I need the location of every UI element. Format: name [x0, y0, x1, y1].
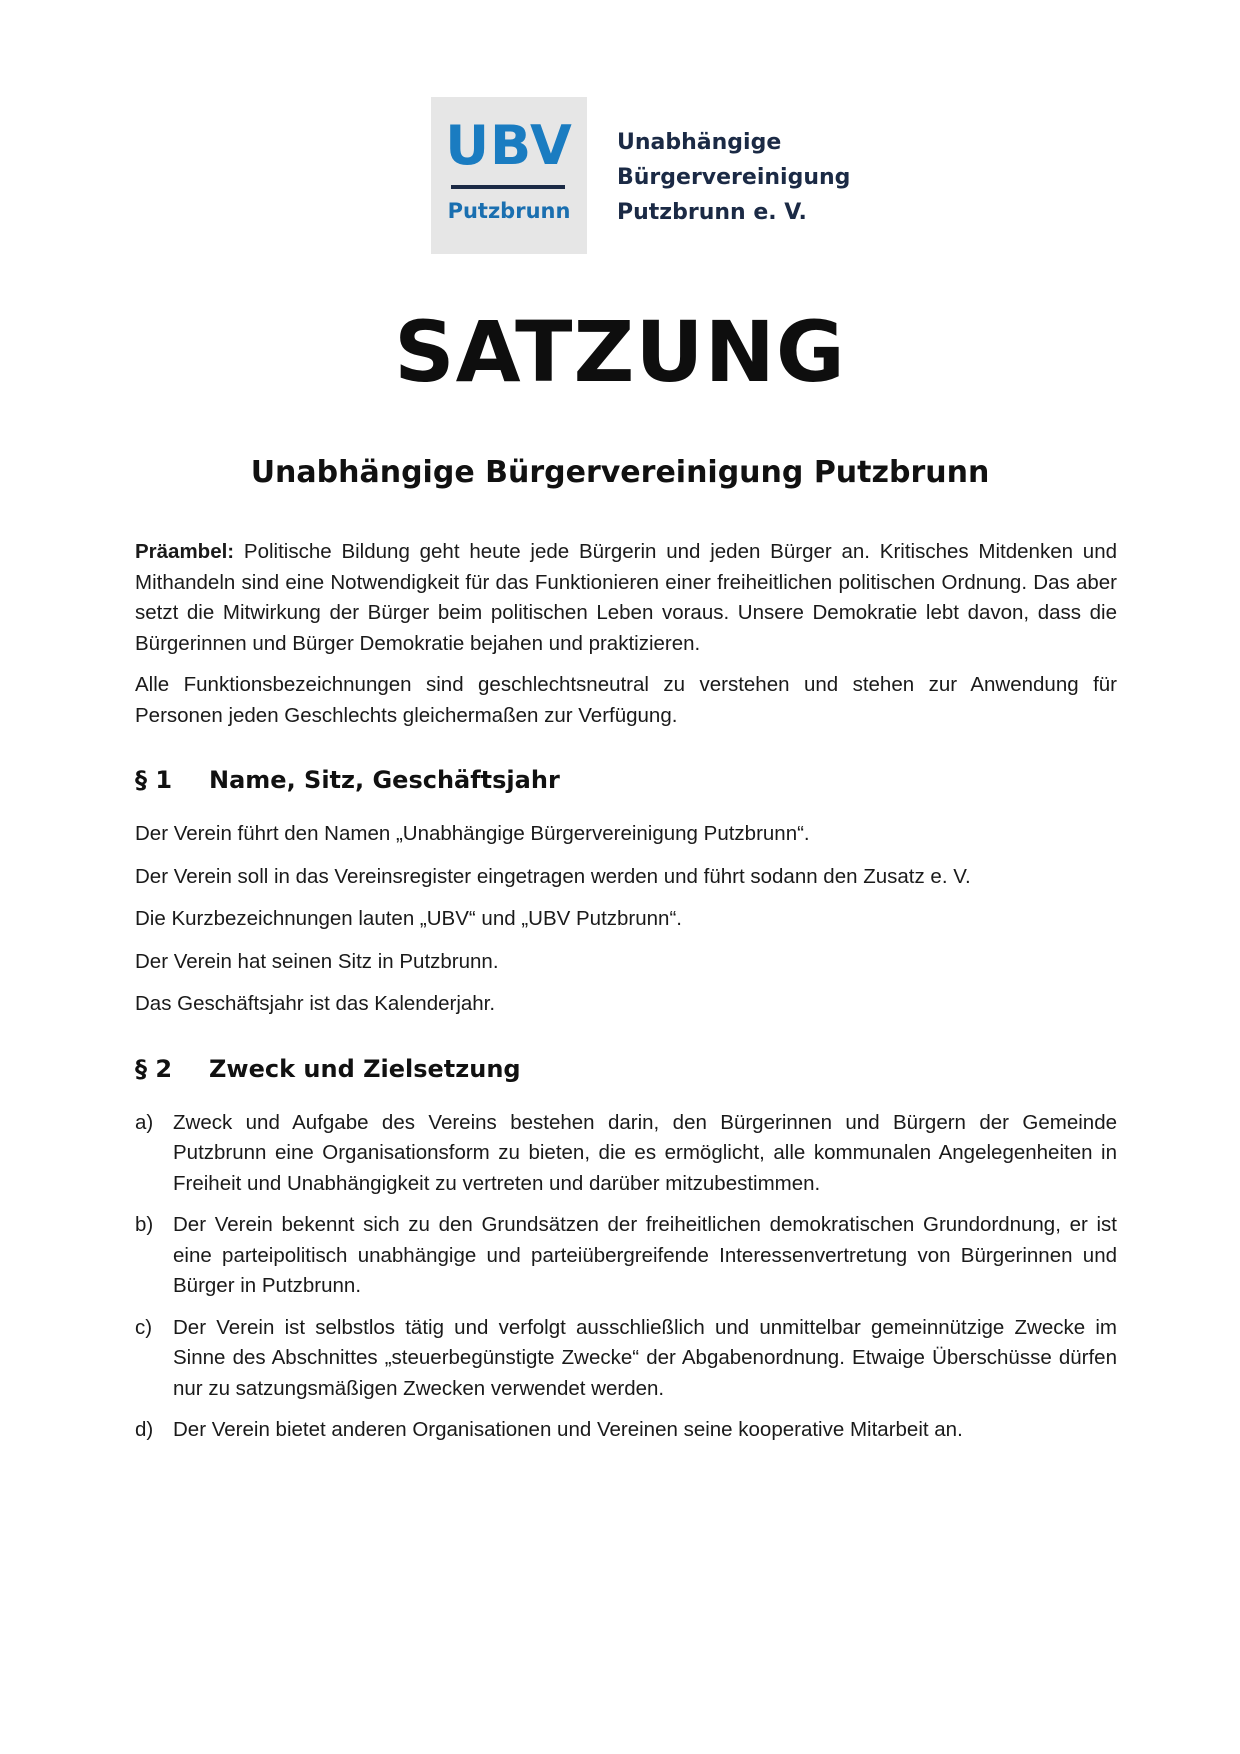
- logo-abbreviation: UBV: [445, 114, 573, 177]
- section-number: § 1: [135, 766, 173, 794]
- section-title: Zweck und Zielsetzung: [209, 1054, 521, 1083]
- list-item: [135, 1415, 1117, 1446]
- section-line: Der Verein führt den Namen „Unabhängige Bürgervereinigung Putzbrunn“.: [135, 822, 810, 845]
- document-body: [135, 537, 1117, 1457]
- list-marker: b): [135, 1213, 154, 1236]
- list-item-text: Der Verein bekennt sich zu den Grundsätzen der freiheitlichen demokratischen Grundordnung, er ist eine parteipolitisch unabhängige und parteiübergreifende Interessenvertretung von Bürgerinnen und Bürger in Putzbrunn.: [173, 1213, 1117, 1297]
- section-line: Der Verein soll in das Vereinsregister eingetragen werden und führt sodann den Zusatz e. V.: [135, 864, 971, 888]
- preamble-paragraph: [135, 537, 1117, 659]
- logo-place-name: Putzbrunn: [447, 199, 571, 223]
- list-item: [135, 1313, 1117, 1405]
- gender-neutral-note: Alle Funktionsbezeichnungen sind geschlechtsneutral zu verstehen und stehen zur Anwendung für Personen jeden Geschlechts gleichermaßen zur Verfügung.: [135, 673, 1117, 727]
- section-title: Name, Sitz, Geschäftsjahr: [209, 766, 560, 794]
- logo-divider: [451, 185, 565, 189]
- list-item: [135, 1210, 1117, 1302]
- preamble-text: Politische Bildung geht heute jede Bürgerin und jeden Bürger an. Kritisches Mitdenken und Mithandeln sind eine Notwendigkeit für das Funktionieren einer freiheitlichen politischen Ordnung. Das aber setzt die Mitwirkung der Bürger beim politischen Leben voraus. Unsere Demokratie lebt davon, dass die Bürgerinnen und Bürger Demokratie bejahen und praktizieren.: [135, 540, 1117, 655]
- section-line: Der Verein hat seinen Sitz in Putzbrunn.: [135, 949, 499, 973]
- organization-name-line: Unabhängige: [617, 130, 782, 155]
- preamble-label: Präambel:: [135, 540, 235, 563]
- section-heading: [135, 1054, 1117, 1084]
- organization-name: [617, 125, 850, 230]
- list-item-text: Zweck und Aufgabe des Vereins bestehen darin, den Bürgerinnen und Bürgern der Gemeinde Putzbrunn eine Organisationsform zu bieten, die es ermöglicht, alle kommunalen Angelegenheiten in Freiheit und Unabhängigkeit zu vertreten und darüber mitzubestimmen.: [173, 1110, 1117, 1195]
- list-item-text: Der Verein bietet anderen Organisationen und Vereinen seine kooperative Mitarbeit an.: [173, 1418, 963, 1441]
- list-item: [135, 1108, 1117, 1200]
- list-marker: d): [135, 1418, 154, 1441]
- list-item-text: Der Verein ist selbstlos tätig und verfolgt ausschließlich und unmittelbar gemeinnützige Zwecke im Sinne des Abschnittes „steuerbegünstigte Zwecke“ der Abgabenordnung. Etwaige Überschüsse dürfen nur zu satzungsmäßigen Zwecken verwendet werden.: [173, 1315, 1117, 1400]
- list-marker: a): [135, 1110, 154, 1134]
- document-subtitle: Unabhängige Bürgervereinigung Putzbrunn: [250, 455, 990, 490]
- list-marker: c): [135, 1315, 153, 1339]
- section-line: Die Kurzbezeichnungen lauten „UBV“ und „UBV Putzbrunn“.: [135, 907, 682, 930]
- section-line: Das Geschäftsjahr ist das Kalenderjahr.: [135, 992, 496, 1015]
- document-title: SATZUNG: [394, 303, 846, 401]
- organization-name-line: Bürgervereinigung: [617, 165, 851, 190]
- organization-name-line: Putzbrunn e. V.: [617, 200, 807, 225]
- ubv-logo: [431, 97, 587, 254]
- section-number: § 2: [135, 1054, 173, 1083]
- section-heading: [135, 765, 1117, 795]
